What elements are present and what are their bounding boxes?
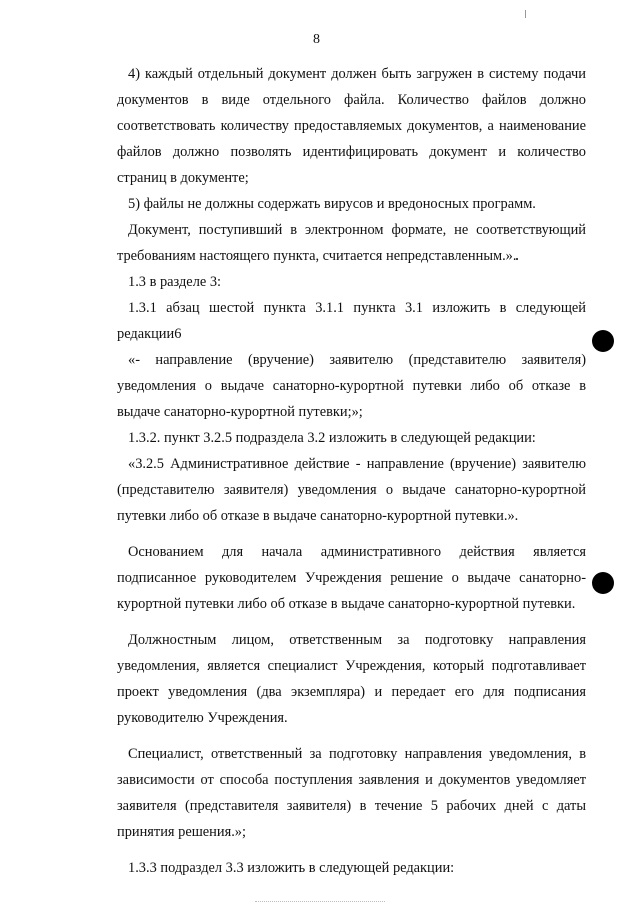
paragraph-section-1-3: 1.3 в разделе 3:: [128, 274, 222, 290]
paragraph-1-3-3: 1.3.3 подраздел 3.3 изложить в следующей редакции:: [128, 860, 455, 876]
paragraph-1-3-2: 1.3.2. пункт 3.2.5 подраздела 3.2 изложить в следующей редакции:: [128, 430, 536, 446]
scan-speck: [525, 10, 526, 18]
paragraph-1-3-1: 1.3.1 абзац шестой пункта 3.1.1 пункта 3.1 изложить в следующей редакции6: [117, 300, 586, 342]
paragraph-item-4: 4) каждый отдельный документ должен быть загружен в систему подачи документов в виде отдельного файла. Количество файлов должно соответствовать количеству предоставляемых документов, а наименование файлов должно позволять идентифицировать документ и количество страниц в документе;: [117, 66, 586, 186]
scan-speck: [516, 258, 518, 260]
scan-artifact: [255, 901, 385, 905]
punch-hole-bottom: [592, 572, 614, 594]
paragraph-item-5: 5) файлы не должны содержать вирусов и вредоносных программ.: [128, 196, 536, 212]
paragraph-basis: Основанием для начала административного действия является подписанное руководителем Учреждения решение о выдаче санаторно-курортной путевки либо об отказе в выдаче санаторно-курортной путевки.: [117, 544, 586, 612]
punch-hole-top: [592, 330, 614, 352]
paragraph-responsible-official: Должностным лицом, ответственным за подготовку направления уведомления, является специалист Учреждения, который подготавливает проект уведомления (два экземпляра) и передает его для подписания руководителю Учреждения.: [117, 632, 586, 726]
paragraph-electronic-document: Документ, поступивший в электронном формате, не соответствующий требованиям настоящего пункта, считается непредставленным.».: [117, 222, 586, 264]
document-body: [117, 61, 586, 881]
page-number: 8: [313, 32, 320, 47]
paragraph-quote-notification: «- направление (вручение) заявителю (представителю заявителя) уведомления о выдаче санаторно-курортной путевки либо об отказе в выдаче санаторно-курортной путевки;»;: [117, 352, 586, 420]
paragraph-3-2-5: «3.2.5 Административное действие - направление (вручение) заявителю (представителю заявителя) уведомления о выдаче санаторно-курортной путевки либо об отказе в выдаче санаторно-курортной путевки.».: [117, 456, 586, 524]
paragraph-specialist: Специалист, ответственный за подготовку направления уведомления, в зависимости от способа поступления заявления и документов уведомляет заявителя (представителя заявителя) в течение 5 рабочих дней с даты принятия решения.»;: [117, 746, 586, 840]
